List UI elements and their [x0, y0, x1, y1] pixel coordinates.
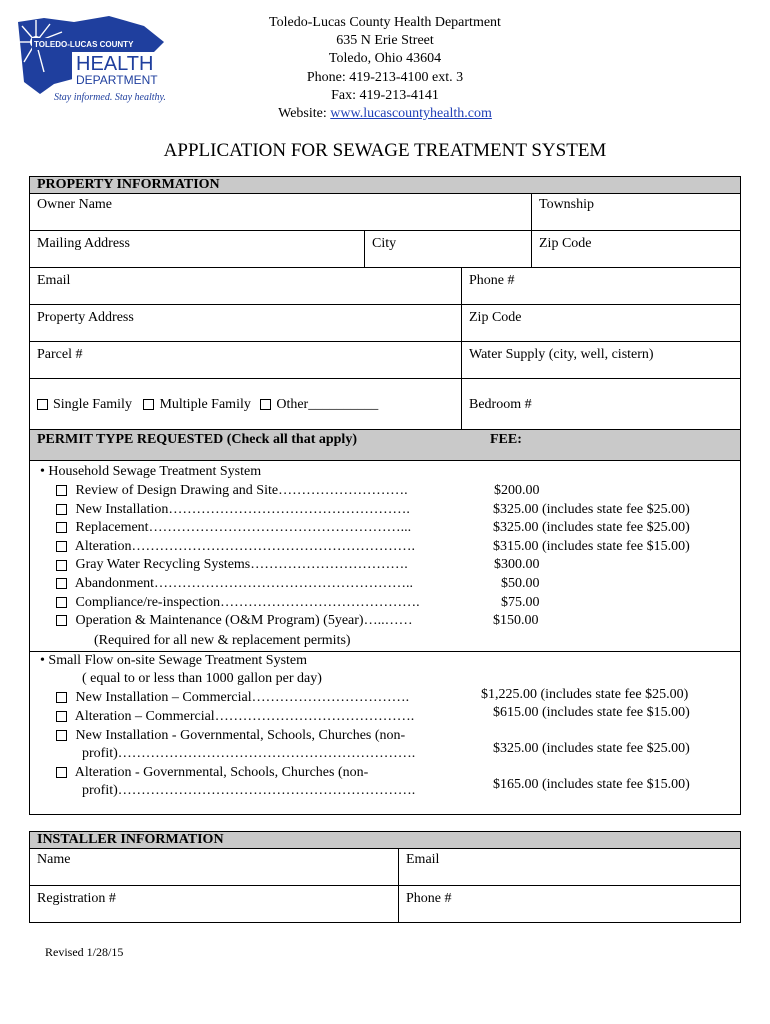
installer-registration-label: Registration # [37, 891, 116, 906]
household-option[interactable] [56, 519, 411, 538]
installer-email-label: Email [406, 852, 440, 867]
sf-gov-alteration-label-cont: profit)………………………………………………………. [82, 783, 416, 798]
city-field[interactable] [364, 230, 532, 268]
street-address: 635 N Erie Street [336, 33, 434, 49]
parcel-label: Parcel # [37, 347, 83, 362]
household-option-label: Abandonment……………………………………………….. [74, 576, 414, 591]
city-state-zip: Toledo, Ohio 43604 [328, 51, 442, 67]
household-option-checkbox[interactable] [56, 541, 67, 552]
om-note: (Required for all new & replacement permits) [94, 633, 351, 648]
household-fee: $150.00 [493, 613, 539, 629]
township-field[interactable] [531, 193, 741, 231]
logo-tagline: Stay informed. Stay healthy. [54, 92, 166, 103]
household-option-checkbox[interactable] [56, 615, 67, 626]
single-family-checkbox[interactable] [37, 399, 48, 410]
household-option-label: Replacement………………………………………………... [75, 520, 412, 536]
multiple-family-label: Multiple Family [159, 397, 251, 412]
household-option-label: Gray Water Recycling Systems……………………………. [75, 557, 408, 573]
logo-org-main: HEALTH [76, 53, 154, 75]
other-checkbox[interactable] [260, 399, 271, 410]
property-address-label: Property Address [37, 310, 134, 325]
website-line [200, 105, 570, 123]
sf-gov-alteration-label: Alteration - Governmental, Schools, Churches (non- [74, 765, 369, 780]
sf-commercial-alteration-label: Alteration – Commercial……………………………………. [74, 709, 415, 724]
household-option-checkbox[interactable] [56, 504, 67, 515]
household-fee: $325.00 (includes state fee $25.00) [493, 501, 690, 517]
bedroom-label: Bedroom # [469, 397, 532, 412]
department-name: Toledo-Lucas County Health Department [269, 15, 501, 30]
single-family-label: Single Family [53, 397, 132, 412]
property-section-header: PROPERTY INFORMATION [29, 176, 741, 194]
small-flow-note: ( equal to or less than 1000 gallon per day) [82, 671, 322, 686]
household-option[interactable] [56, 612, 413, 631]
property-address-field[interactable] [29, 304, 462, 342]
owner-name-label: Owner Name [37, 197, 113, 212]
website-label: Website: [278, 106, 331, 122]
website-link[interactable]: www.lucascountyhealth.com [330, 106, 492, 122]
sf-commercial-new-checkbox[interactable] [56, 692, 67, 703]
installer-registration-field[interactable] [29, 885, 399, 923]
zip-code-label: Zip Code [539, 236, 592, 251]
sf-gov-new-checkbox[interactable] [56, 730, 67, 741]
sf-commercial-new-label: New Installation – Commercial……………………………. [75, 690, 410, 705]
county-health-logo [14, 12, 174, 104]
household-option-checkbox[interactable] [56, 522, 67, 533]
owner-name-field[interactable] [29, 193, 532, 231]
sf-gov-alteration-checkbox[interactable] [56, 767, 67, 778]
phone-number: Phone: 419-213-4100 ext. 3 [306, 69, 464, 85]
household-option-label: Operation & Maintenance (O&M Program) (5year)…..…… [75, 613, 413, 629]
household-option-label: Compliance/re-inspection……………………………………. [75, 594, 420, 610]
phone-label: Phone # [469, 273, 515, 288]
multiple-family-checkbox[interactable] [143, 399, 154, 410]
sf-fee-gov-alteration: $165.00 (includes state fee $15.00) [493, 777, 690, 792]
email-field[interactable] [29, 267, 462, 305]
sf-option-commercial-new[interactable] [56, 689, 409, 708]
household-option[interactable] [56, 556, 408, 575]
household-fee: $325.00 (includes state fee $25.00) [493, 520, 690, 536]
logo-org-top: TOLEDO-LUCAS COUNTY [34, 40, 134, 49]
household-fee: $50.00 [501, 576, 540, 591]
sf-fee-commercial-new: $1,225.00 (includes state fee $25.00) [481, 687, 689, 702]
household-fee: $315.00 (includes state fee $15.00) [493, 538, 690, 554]
household-option-checkbox[interactable] [56, 485, 67, 496]
form-title: APPLICATION FOR SEWAGE TREATMENT SYSTEM [163, 140, 607, 161]
household-option-checkbox[interactable] [56, 597, 67, 608]
mailing-address-field[interactable] [29, 230, 365, 268]
sf-commercial-alteration-checkbox[interactable] [56, 711, 67, 722]
sf-gov-new-label-cont: profit)………………………………………………………. [82, 746, 416, 761]
installer-name-label: Name [37, 852, 71, 867]
fee-heading: FEE: [490, 432, 522, 447]
installer-phone-label: Phone # [406, 891, 452, 906]
revision-date: Revised 1/28/15 [45, 945, 124, 959]
household-option-checkbox[interactable] [56, 578, 67, 589]
sf-fee-commercial-alteration: $615.00 (includes state fee $15.00) [493, 705, 690, 720]
household-option[interactable] [56, 575, 413, 594]
permit-section-header [29, 429, 741, 461]
property-zip-code-label: Zip Code [469, 310, 522, 325]
installer-section-header: INSTALLER INFORMATION [29, 831, 741, 849]
installer-phone-field[interactable] [398, 885, 741, 923]
small-flow-section: • Small Flow on-site Sewage Treatment System [40, 653, 308, 668]
dwelling-type-row [29, 378, 462, 430]
household-option[interactable] [56, 538, 415, 557]
household-fee: $300.00 [494, 557, 540, 573]
parcel-field[interactable] [29, 341, 462, 379]
sf-gov-new-label: New Installation - Governmental, Schools, Churches (non- [75, 728, 406, 743]
sf-fee-gov-new: $325.00 (includes state fee $25.00) [493, 741, 690, 756]
household-option[interactable] [56, 501, 410, 520]
household-option-checkbox[interactable] [56, 560, 67, 571]
household-option[interactable] [56, 482, 408, 501]
household-option[interactable] [56, 594, 420, 613]
permit-heading: PERMIT TYPE REQUESTED (Check all that apply) [37, 432, 357, 447]
water-supply-label: Water Supply (city, well, cistern) [469, 347, 654, 362]
water-supply-field[interactable] [461, 341, 741, 379]
installer-email-field[interactable] [398, 848, 741, 886]
mailing-address-label: Mailing Address [37, 236, 130, 251]
property-zip-code-field[interactable] [461, 304, 741, 342]
bedroom-field[interactable] [461, 378, 741, 430]
city-label: City [372, 236, 397, 251]
email-label: Email [37, 273, 71, 288]
household-option-label: Alteration……………………………………………………. [74, 538, 415, 554]
phone-field[interactable] [461, 267, 741, 305]
household-section: • Household Sewage Treatment System [40, 464, 262, 479]
household-title: Household Sewage Treatment System [48, 464, 262, 479]
sf-option-gov-alteration[interactable] [56, 764, 368, 783]
logo-org-sub: DEPARTMENT [76, 73, 158, 87]
household-option-label: Review of Design Drawing and Site………………………. [75, 483, 408, 498]
household-option-label: New Installation……………………………………………. [75, 501, 410, 517]
other-label: Other__________ [276, 397, 379, 412]
fax-number: Fax: 419-213-4141 [331, 87, 439, 103]
household-fee: $75.00 [501, 594, 540, 610]
department-address-block [200, 14, 570, 123]
sf-option-commercial-alteration[interactable] [56, 708, 414, 727]
installer-name-field[interactable] [29, 848, 399, 886]
sf-option-gov-new[interactable] [56, 727, 405, 746]
township-label: Township [539, 197, 595, 212]
household-fee: $200.00 [494, 483, 540, 498]
zip-code-field[interactable] [531, 230, 741, 268]
small-flow-title: Small Flow on-site Sewage Treatment System [48, 653, 308, 668]
